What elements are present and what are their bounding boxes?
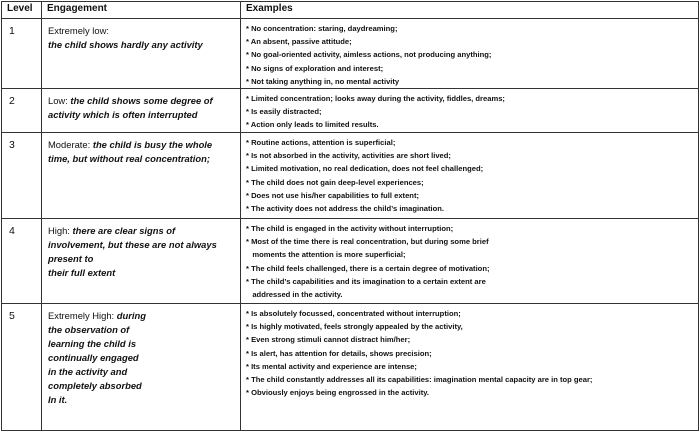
engagement-lead: Low: <box>48 95 68 107</box>
engagement-cell <box>42 133 241 219</box>
level-cell: 1 <box>2 19 42 89</box>
example-line: moments the attention is more superficial; <box>246 250 406 260</box>
engagement-desc-line: there are clear signs of <box>72 225 176 237</box>
engagement-first-line <box>48 138 236 152</box>
engagement-desc-line: in the activity and <box>48 366 128 378</box>
examples-cell <box>241 304 699 431</box>
engagement-cell <box>42 89 241 133</box>
example-line: * An absent, passive attitude; <box>246 37 352 47</box>
engagement-desc-line: the child shows some degree of <box>70 95 213 107</box>
example-line: * Action only leads to limited results. <box>246 120 379 130</box>
example-line: * The child feels challenged, there is a certain degree of motivation; <box>246 263 490 273</box>
engagement-desc-line: continually engaged <box>48 352 139 364</box>
example-line: * Is highly motivated, feels strongly appealed by the activity, <box>246 322 463 332</box>
engagement-desc-line: present to <box>48 253 94 265</box>
engagement-desc-line: completely absorbed <box>48 380 142 392</box>
example-line: * Is easily distracted; <box>246 107 322 117</box>
example-line: * Limited motivation, no real dedication, does not feel challenged; <box>246 164 484 174</box>
engagement-cell <box>42 19 241 89</box>
engagement-lead: Moderate: <box>48 139 91 151</box>
engagement-desc-line: their full extent <box>48 267 116 279</box>
engagement-desc-line: the child shows hardly any activity <box>48 39 203 50</box>
engagement-desc-line: learning the child is <box>48 338 137 350</box>
header-engagement: Engagement <box>42 2 241 19</box>
engagement-lead: Extremely low: <box>48 25 109 36</box>
level-cell: 3 <box>2 133 42 219</box>
table-row <box>2 89 699 133</box>
table-row <box>2 219 699 304</box>
engagement-lead: Extremely High: <box>48 310 115 322</box>
engagement-first-line <box>48 224 236 238</box>
example-line: * The child’s capabilities and its imagination to a certain extent are <box>246 276 486 286</box>
example-line: * No goal-oriented activity, aimless actions, not producing anything; <box>246 50 492 60</box>
example-line: * No signs of exploration and interest; <box>246 63 384 73</box>
level-cell: 4 <box>2 219 42 304</box>
example-line: * The child is engaged in the activity without interruption; <box>246 224 454 234</box>
engagement-desc-line: the observation of <box>48 324 130 336</box>
example-line: * Obviously enjoys being engrossed in the activity. <box>246 388 429 398</box>
examples-cell <box>241 133 699 219</box>
example-line: * Is not absorbed in the activity, activities are short lived; <box>246 151 451 161</box>
engagement-desc-line: In it. <box>48 394 68 406</box>
engagement-first-line <box>48 309 236 323</box>
table-row <box>2 19 699 89</box>
example-line: * Routine actions, attention is superficial; <box>246 138 396 148</box>
example-line: * Limited concentration; looks away during the activity, fiddles, dreams; <box>246 94 505 104</box>
engagement-desc-line: during <box>116 310 146 322</box>
engagement-levels-table <box>1 1 699 431</box>
example-line: * Not taking anything in, no mental activity <box>246 76 400 86</box>
engagement-first-line <box>48 94 236 108</box>
example-line: * Is alert, has attention for details, shows precision; <box>246 348 432 358</box>
table-row <box>2 304 699 431</box>
header-row <box>2 2 699 19</box>
engagement-lead: High: <box>48 225 70 237</box>
example-line: * Its mental activity and experience are intense; <box>246 361 417 371</box>
example-line: * The activity does not address the child’s imagination. <box>246 204 445 214</box>
example-line: * No concentration: staring, daydreaming; <box>246 24 398 33</box>
level-cell: 2 <box>2 89 42 133</box>
example-line: * The child constantly addresses all its capabilities: imagination mental capacity are in top gear; <box>246 375 593 385</box>
example-line: * Even strong stimuli cannot distract him/her; <box>246 335 411 345</box>
engagement-desc-line: time, but without real concentration; <box>48 153 210 165</box>
example-line: * Does not use his/her capabilities to full extent; <box>246 190 420 200</box>
engagement-desc-line: activity which is often interrupted <box>48 109 198 121</box>
examples-cell <box>241 89 699 133</box>
engagement-desc-line: involvement, but these are not always <box>48 239 217 251</box>
example-line: addressed in the activity. <box>246 290 343 300</box>
level-cell: 5 <box>2 304 42 431</box>
example-line: * Is absolutely focussed, concentrated without interruption; <box>246 309 461 319</box>
example-line: * Most of the time there is real concentration, but during some brief <box>246 237 489 247</box>
engagement-desc-line: the child is busy the whole <box>92 139 213 151</box>
examples-cell <box>241 19 699 89</box>
engagement-cell <box>42 219 241 304</box>
table-row <box>2 133 699 219</box>
engagement-cell <box>42 304 241 431</box>
header-examples: Examples <box>241 2 699 19</box>
example-line: * The child does not gain deep-level experiences; <box>246 177 424 187</box>
examples-cell <box>241 219 699 304</box>
header-level: Level <box>2 2 42 19</box>
